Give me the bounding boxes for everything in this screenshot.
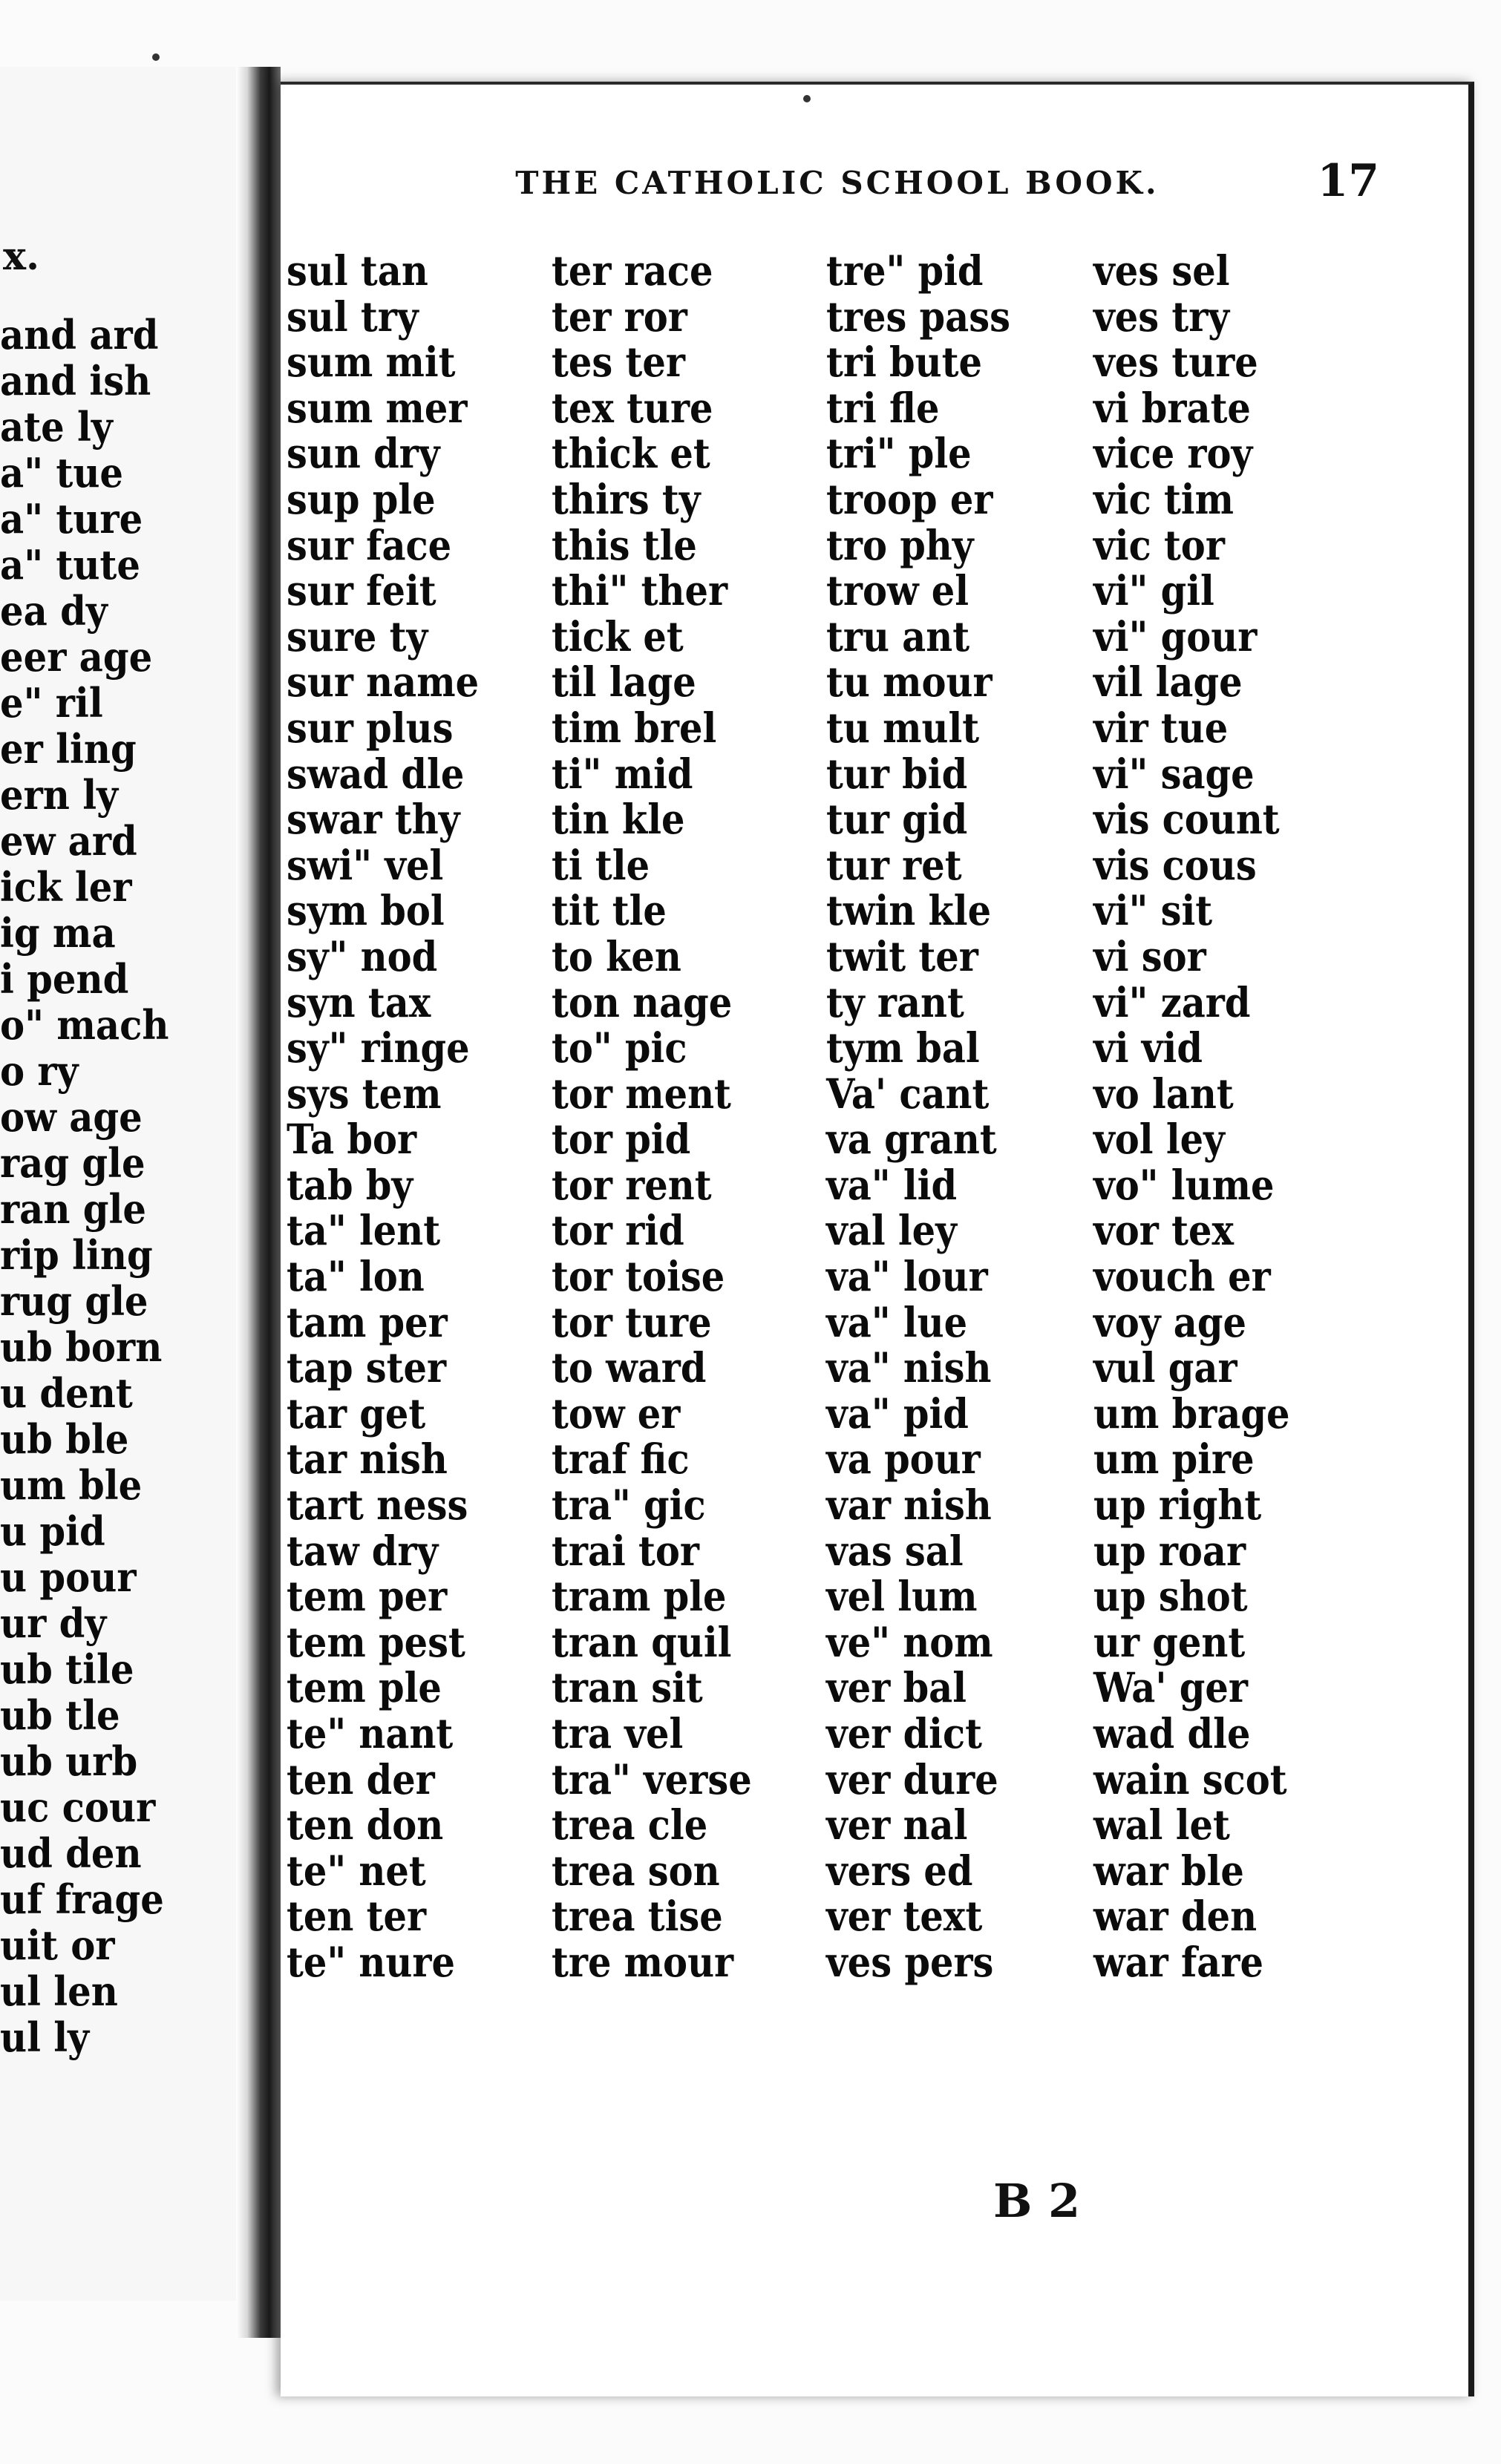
word-entry: to" pic <box>552 1023 687 1072</box>
word-entry: war den <box>1093 1892 1258 1941</box>
word-entry: this tle <box>552 520 697 569</box>
word-entry: tran sit <box>552 1663 703 1712</box>
word-entry: e" ril <box>0 680 103 726</box>
word-entry: ern ly <box>0 772 118 818</box>
word-entry: vil lage <box>1093 658 1243 707</box>
word-entry: vice roy <box>1093 429 1253 478</box>
word-entry: tar nish <box>287 1435 448 1484</box>
word-entry: vir tue <box>1093 703 1229 752</box>
word-entry: tur gid <box>826 795 968 844</box>
word-entry: tri fle <box>826 383 940 432</box>
word-entry: ate ly <box>0 404 113 450</box>
word-entry: wal let <box>1093 1801 1230 1849</box>
word-entry: ul len <box>0 1968 118 2014</box>
word-entry: a" tue <box>0 450 124 496</box>
word-entry: swi" vel <box>287 840 444 889</box>
word-entry: vi vid <box>1093 1023 1203 1072</box>
word-entry: tam per <box>287 1297 448 1346</box>
word-entry: tin kle <box>552 795 685 844</box>
word-entry: tur ret <box>826 840 962 889</box>
word-entry: tra" gic <box>552 1481 706 1530</box>
word-entry: wad dle <box>1093 1709 1251 1757</box>
word-entry: ur dy <box>0 1600 107 1646</box>
word-entry: ty rant <box>826 977 964 1026</box>
word-entry: va" nish <box>826 1343 992 1392</box>
word-entry: trea cle <box>552 1801 708 1849</box>
word-entry: tres pass <box>826 292 1010 341</box>
word-entry: a" ture <box>0 496 143 542</box>
word-entry: vers ed <box>826 1846 973 1895</box>
word-entry: ten ter <box>287 1892 427 1941</box>
word-entry: va" lue <box>826 1297 968 1346</box>
word-entry: tow er <box>552 1389 681 1438</box>
word-entry: ul ly <box>0 2014 90 2060</box>
word-entry: u pour <box>0 1554 137 1600</box>
word-entry: thi" ther <box>552 566 728 615</box>
page-number: 17 <box>1317 155 1379 207</box>
word-entry: vas sal <box>826 1526 964 1575</box>
speck-mark <box>152 53 160 61</box>
word-entry: trea son <box>552 1846 720 1895</box>
word-entry: u dent <box>0 1370 133 1416</box>
word-entry: vi" sit <box>1093 886 1213 935</box>
word-entry: tru ant <box>826 612 970 661</box>
word-entry: sur face <box>287 520 452 569</box>
word-entry: va" lour <box>826 1252 988 1301</box>
running-head: THE CATHOLIC SCHOOL BOOK. <box>515 165 1160 201</box>
book-gutter-shadow <box>236 67 281 2338</box>
word-entry: te" nant <box>287 1709 454 1757</box>
word-entry: sur plus <box>287 703 454 752</box>
word-entry: sul tan <box>287 246 428 295</box>
word-entry: sur name <box>287 658 480 707</box>
word-entry: up shot <box>1093 1572 1248 1621</box>
word-entry: va" lid <box>826 1160 958 1209</box>
word-entry: up right <box>1093 1481 1262 1530</box>
word-entry: swar thy <box>287 795 460 844</box>
word-entry: sum mit <box>287 338 456 387</box>
word-entry: vic tim <box>1093 474 1234 523</box>
word-entry: va pour <box>826 1435 981 1484</box>
word-entry: ub tle <box>0 1692 120 1738</box>
word-entry: er ling <box>0 726 137 772</box>
word-entry: tre mour <box>552 1937 734 1986</box>
word-entry: to ward <box>552 1343 707 1392</box>
word-entry: tri bute <box>826 338 982 387</box>
word-entry: tri" ple <box>826 429 972 478</box>
word-entry: trai tor <box>552 1526 700 1575</box>
word-column-1 <box>287 248 554 1985</box>
word-entry: ti tle <box>552 840 650 889</box>
word-entry: sup ple <box>287 474 436 523</box>
word-entry: vi sor <box>1093 931 1206 980</box>
facing-page-left <box>0 67 245 2301</box>
word-entry: ter race <box>552 246 713 295</box>
word-entry: ver bal <box>826 1663 967 1712</box>
word-column-2 <box>552 248 826 1985</box>
word-entry: vis count <box>1093 795 1280 844</box>
word-entry: syn tax <box>287 977 431 1026</box>
word-entry: vi" sage <box>1093 749 1255 798</box>
word-entry: sur feit <box>287 566 436 615</box>
word-entry: uf frage <box>0 1876 164 1922</box>
word-entry: swad dle <box>287 749 465 798</box>
word-entry: ub ble <box>0 1416 129 1462</box>
word-entry: vic tor <box>1093 520 1225 569</box>
word-entry: ub tile <box>0 1646 134 1692</box>
word-entry: tar get <box>287 1389 426 1438</box>
word-entry: thick et <box>552 429 710 478</box>
word-entry: tram ple <box>552 1572 727 1621</box>
word-entry: ub urb <box>0 1738 138 1784</box>
word-entry: ig ma <box>0 910 116 956</box>
word-entry: up roar <box>1093 1526 1246 1575</box>
word-entry: tes ter <box>552 338 685 387</box>
printer-signature-mark: B 2 <box>993 2174 1081 2228</box>
word-entry: tym bal <box>826 1023 980 1072</box>
word-entry: ver dure <box>826 1754 998 1803</box>
word-entry: ta" lon <box>287 1252 425 1301</box>
word-entry: war fare <box>1093 1937 1263 1986</box>
word-entry: ves pers <box>826 1937 994 1986</box>
word-entry: ver nal <box>826 1801 968 1849</box>
word-entry: o" mach <box>0 1002 169 1048</box>
word-entry: tab by <box>287 1160 413 1209</box>
word-entry: tu mour <box>826 658 993 707</box>
word-entry: tap ster <box>287 1343 447 1392</box>
word-entry: vi" zard <box>1093 977 1251 1026</box>
word-entry: vor tex <box>1093 1206 1234 1255</box>
word-entry: and ish <box>0 358 151 404</box>
word-entry: va" pid <box>826 1389 969 1438</box>
word-entry: ver text <box>826 1892 983 1941</box>
word-entry: twit ter <box>826 931 978 980</box>
word-entry: vel lum <box>826 1572 978 1621</box>
word-entry: rip ling <box>0 1232 153 1278</box>
word-entry: sun dry <box>287 429 440 478</box>
word-entry: ow age <box>0 1094 143 1140</box>
word-entry: tem per <box>287 1572 448 1621</box>
word-entry: wain scot <box>1093 1754 1287 1803</box>
word-entry: Ta bor <box>287 1115 417 1164</box>
word-entry: ten don <box>287 1801 444 1849</box>
word-entry: tre" pid <box>826 246 984 295</box>
word-entry: tro phy <box>826 520 974 569</box>
speck-mark <box>803 95 811 102</box>
word-entry: sul try <box>287 292 419 341</box>
word-entry: tra" verse <box>552 1754 752 1803</box>
word-entry: vi" gour <box>1093 612 1258 661</box>
word-entry: taw dry <box>287 1526 439 1575</box>
word-entry: ves ture <box>1093 338 1258 387</box>
word-entry: o ry <box>0 1048 79 1094</box>
word-entry: vis cous <box>1093 840 1257 889</box>
word-entry: tart ness <box>287 1481 468 1530</box>
word-entry: tor pid <box>552 1115 691 1164</box>
word-entry: sys tem <box>287 1069 442 1118</box>
word-entry: vul gar <box>1093 1343 1237 1392</box>
word-entry: troop er <box>826 474 993 523</box>
word-entry: sum mer <box>287 383 468 432</box>
word-entry: tu mult <box>826 703 980 752</box>
word-entry: ud den <box>0 1830 142 1876</box>
word-entry: sure ty <box>287 612 428 661</box>
word-entry: te" nure <box>287 1937 455 1986</box>
word-entry: va grant <box>826 1115 997 1164</box>
word-entry: voy age <box>1093 1297 1246 1346</box>
word-entry: vi brate <box>1093 383 1251 432</box>
word-entry: ver dict <box>826 1709 982 1757</box>
word-entry: ves sel <box>1093 246 1230 295</box>
word-entry: vo" lume <box>1093 1160 1275 1209</box>
word-entry: vouch er <box>1093 1252 1271 1301</box>
word-entry: tor ment <box>552 1069 731 1118</box>
word-column-4 <box>1093 248 1361 1985</box>
word-entry: ti" mid <box>552 749 693 798</box>
word-entry: twin kle <box>826 886 992 935</box>
word-entry: var nish <box>826 1481 992 1530</box>
left-page-heading: x. <box>3 234 40 279</box>
word-entry: tit tle <box>552 886 667 935</box>
word-entry: ves try <box>1093 292 1230 341</box>
word-entry: sym bol <box>287 886 445 935</box>
page-17 <box>281 82 1474 2396</box>
word-entry: um pire <box>1093 1435 1255 1484</box>
word-entry: trow el <box>826 566 969 615</box>
word-entry: ran gle <box>0 1186 147 1232</box>
word-entry: tra vel <box>552 1709 684 1757</box>
word-entry: uc cour <box>0 1784 156 1830</box>
word-entry: traf fic <box>552 1435 690 1484</box>
word-entry: vo lant <box>1093 1069 1234 1118</box>
word-entry: tran quil <box>552 1617 732 1666</box>
word-entry: eer age <box>0 634 153 680</box>
word-entry: rug gle <box>0 1278 148 1324</box>
word-entry: tor toise <box>552 1252 725 1301</box>
word-entry: u pid <box>0 1508 105 1554</box>
word-entry: rag gle <box>0 1140 145 1186</box>
word-entry: ur gent <box>1093 1617 1246 1666</box>
word-entry: vi" gil <box>1093 566 1214 615</box>
word-entry: tor ture <box>552 1297 712 1346</box>
word-entry: ve" nom <box>826 1617 993 1666</box>
word-entry: tem ple <box>287 1663 442 1712</box>
word-entry: and ard <box>0 312 159 358</box>
word-entry: ter ror <box>552 292 687 341</box>
word-entry: uit or <box>0 1922 115 1968</box>
word-entry: sy" ringe <box>287 1023 470 1072</box>
word-entry: Wa' ger <box>1093 1663 1248 1712</box>
word-entry: to ken <box>552 931 681 980</box>
word-entry: a" tute <box>0 542 141 588</box>
word-entry: Va' cant <box>826 1069 990 1118</box>
word-entry: um brage <box>1093 1389 1290 1438</box>
word-entry: te" net <box>287 1846 426 1895</box>
word-entry: tex ture <box>552 383 713 432</box>
word-entry: tim brel <box>552 703 717 752</box>
word-entry: tem pest <box>287 1617 465 1666</box>
word-entry: tor rent <box>552 1160 712 1209</box>
word-entry: ick ler <box>0 864 132 910</box>
word-entry: trea tise <box>552 1892 723 1941</box>
word-entry: i pend <box>0 956 129 1002</box>
word-entry: til lage <box>552 658 696 707</box>
word-entry: tur bid <box>826 749 968 798</box>
word-entry: val ley <box>826 1206 957 1255</box>
word-entry: war ble <box>1093 1846 1244 1895</box>
word-entry: thirs ty <box>552 474 701 523</box>
word-entry: ew ard <box>0 818 137 864</box>
left-page-word-column <box>0 312 245 2060</box>
word-column-3 <box>826 248 1093 1985</box>
word-entry: ub born <box>0 1324 163 1370</box>
word-entry: ton nage <box>552 977 733 1026</box>
word-entry: tor rid <box>552 1206 684 1255</box>
word-entry: vol ley <box>1093 1115 1225 1164</box>
word-entry: um ble <box>0 1462 143 1508</box>
word-entry: sy" nod <box>287 931 438 980</box>
word-entry: tick et <box>552 612 684 661</box>
word-entry: ten der <box>287 1754 435 1803</box>
word-entry: ta" lent <box>287 1206 441 1255</box>
word-entry: ea dy <box>0 588 108 634</box>
